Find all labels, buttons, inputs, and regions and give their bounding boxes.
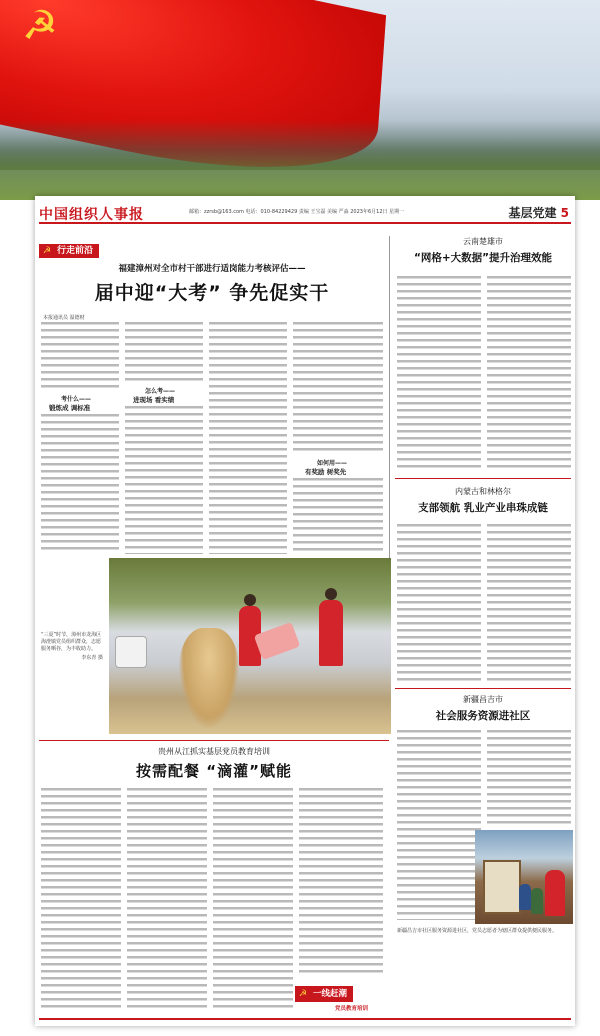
yunnan-kicker: 云南楚雄市 <box>463 237 503 246</box>
page-number: 5 <box>560 206 569 220</box>
grain-spray-shape <box>179 628 239 728</box>
xinjiang-kicker: 新疆昌吉市 <box>463 695 503 704</box>
guizhou-column-3 <box>213 788 293 1010</box>
party-emblem-icon: ☭ <box>299 989 308 999</box>
section-rule <box>395 478 571 479</box>
guizhou-headline-block <box>39 746 389 781</box>
volunteer-figure <box>545 870 565 916</box>
guizhou-kicker: 贵州从江抓实基层党员教育培训 <box>158 747 270 756</box>
neimenggu-kicker: 内蒙古和林格尔 <box>455 487 511 496</box>
lead-headline-block <box>39 262 385 305</box>
lead-sub1-byline: 锻炼成 调标准 <box>49 404 91 412</box>
lead-column-3 <box>209 322 287 554</box>
lead-column-1a <box>41 322 119 392</box>
yunnan-headline-block <box>395 236 571 265</box>
lead-sub1: 考什么—— <box>61 396 92 403</box>
masthead <box>39 204 571 224</box>
hammer-sickle-icon: ☭ <box>22 3 58 49</box>
lead-headline: 届中迎“大考” 争先促实干 <box>94 282 330 304</box>
tag-frontier-label: 行走前沿 <box>57 246 94 256</box>
tag-frontier <box>39 244 99 258</box>
grain-photo-caption <box>41 632 103 662</box>
doorway-shape <box>483 860 521 914</box>
lead-column-4a <box>293 322 383 454</box>
lead-sub3: 如何用—— <box>317 460 348 467</box>
xinjiang-column-1 <box>397 730 481 920</box>
guizhou-column-2 <box>127 788 207 1010</box>
lead-column-2b <box>125 406 203 554</box>
xinjiang-column-2 <box>487 730 571 826</box>
party-emblem-icon: ☭ <box>43 246 52 256</box>
yunnan-column-2 <box>487 276 571 472</box>
masthead-meta <box>189 208 404 215</box>
tag-frontline <box>295 986 353 1002</box>
section-rule <box>39 740 389 741</box>
neimenggu-column-2 <box>487 524 571 684</box>
red-flag-image <box>0 0 386 200</box>
neimenggu-headline-block <box>395 486 571 515</box>
lead-sub3-byline: 有奖励 树奖先 <box>305 468 347 476</box>
masthead-date: 2023年6月12日 星期一 <box>350 209 405 215</box>
community-photo-caption: 新疆昌吉市社区服务资源进社区，党员志愿者为辖区群众提供便民服务。 <box>397 928 558 934</box>
child-figure <box>531 888 543 914</box>
yunnan-headline: “网格+大数据”提升治理效能 <box>413 252 553 264</box>
lead-sub2-byline: 进现场 看实绩 <box>133 396 175 404</box>
guizhou-column-4 <box>299 788 383 976</box>
tag-frontline-label: 一线赶潮 <box>313 989 348 999</box>
grain-drying-photo <box>109 558 391 734</box>
xinjiang-headline: 社会服务资源进社区 <box>435 710 531 722</box>
neimenggu-column-1 <box>397 524 481 684</box>
volunteer-head <box>244 594 256 606</box>
grain-caption-text: “三夏”时节，漳州市龙海区海澄镇党员组织群众，志愿服务晒谷，为丰收助力。 <box>41 632 102 652</box>
lead-column-1b <box>41 414 119 554</box>
child-figure <box>519 884 531 910</box>
banner-background <box>0 0 600 200</box>
lead-column-4b <box>293 478 383 554</box>
footer-rule <box>39 1018 571 1020</box>
section-title <box>508 204 569 221</box>
lead-sub2: 怎么考—— <box>145 388 176 395</box>
neimenggu-headline: 支部领航 乳业产业串珠成链 <box>418 502 548 514</box>
masthead-contacts: 邮箱：zzrsb@163.com 电话：010-84229429 责编 王宝磊 美编 严淼 <box>189 209 349 215</box>
newspaper-page <box>35 196 575 1026</box>
xinjiang-headline-block <box>395 694 571 723</box>
guizhou-headline: 按需配餐 “滴灌”赋能 <box>136 762 292 780</box>
grain-photo-credit: 李东青 摄 <box>81 655 103 661</box>
section-title-text: 基层党建 <box>508 206 557 220</box>
lead-kicker: 福建漳州对全市村干部进行适岗能力考核评估—— <box>118 264 306 274</box>
van-shape <box>115 636 147 668</box>
community-service-photo <box>475 830 573 924</box>
guizhou-column-1 <box>41 788 121 1010</box>
lead-column-2a <box>125 322 203 382</box>
tag-frontline-sub: 党员教育培训 <box>335 1006 369 1012</box>
newspaper-logo: 中国组织人事报 <box>39 207 144 223</box>
mountain-landscape <box>0 120 600 170</box>
section-rule <box>395 688 571 689</box>
volunteer-head <box>325 588 337 600</box>
yunnan-column-1 <box>397 276 481 472</box>
volunteer-figure <box>319 600 343 666</box>
lead-byline: 本报通讯员 温德财 <box>43 315 85 321</box>
